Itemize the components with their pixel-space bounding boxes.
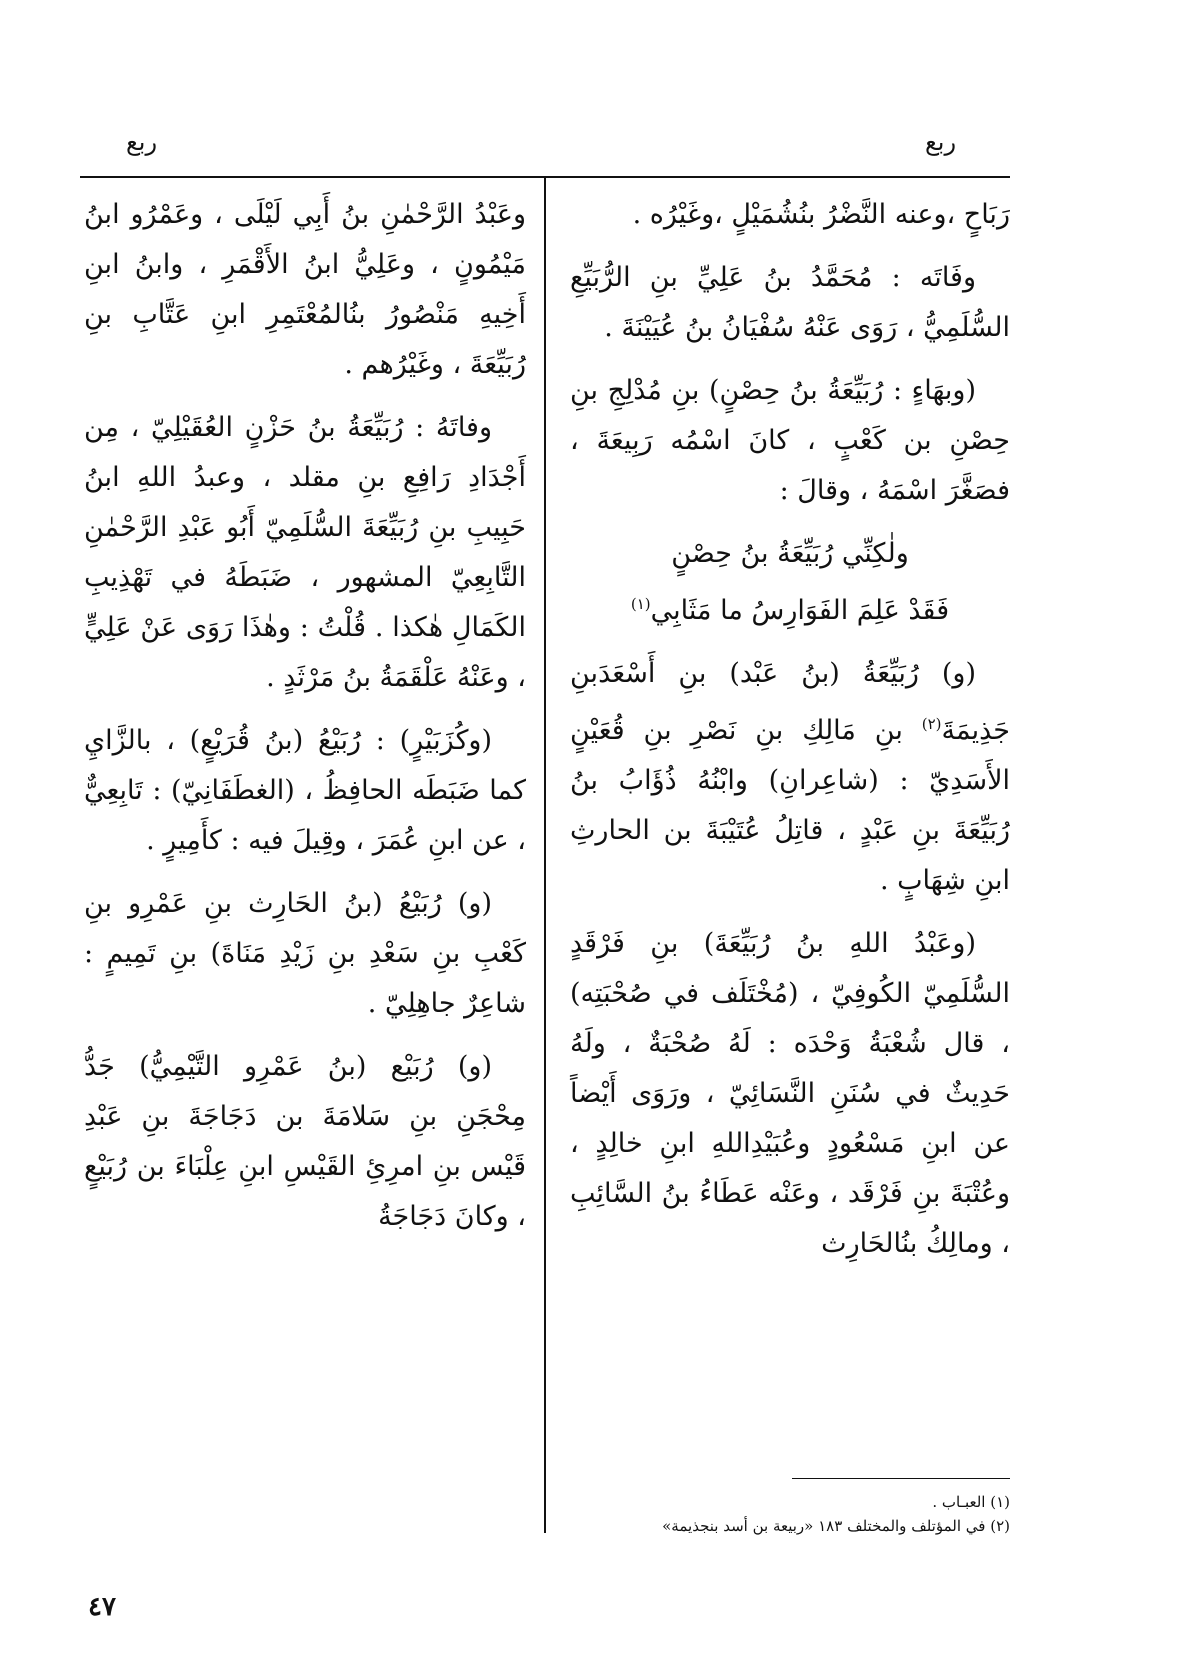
paragraph: (وعَبْدُ اللهِ بنُ رُبَيِّعَةَ) بنِ فَرْقَدٍ السُّلَمِيّ الكُوفِيّ ، (مُخْتَلَف في صُحْبَتِه) ، قال شُعْبَةُ وَحْدَه : لَهُ صُحْبَةٌ ، ولَهُ حَدِيثٌ في سُنَنِ النَّسَائِيّ ، ورَوَى أَيْضاً عن ابنِ مَسْعُودٍ وعُبَيْدِاللهِ ابنِ خالِدٍ ، وعُتْبَةَ بنِ فَرْقَد ، وعَنْه عَطَاءُ بنُ السَّائِبِ ، ومالِكُ بنُالحَارِث (570, 928, 1010, 1259)
verse-line: ولٰكِنِّي رُبَيِّعَةُ بنُ حِصْنٍ (671, 538, 909, 569)
footnote-marker: (٢) (921, 715, 942, 733)
running-head-right: ربع (925, 128, 957, 156)
footnote-rule (792, 1478, 1010, 1479)
paragraph: (و) رُبَيْعُ (بنُ الحَارِث بنِ عَمْرِو بنِ كَعْبِ بنِ سَعْدِ بنِ زَيْدِ مَنَاةَ) بنِ تَمِيمٍ : شاعِرٌ جاهِلِيّ . (84, 888, 526, 1019)
page-number: ٤٧ (88, 1592, 116, 1622)
right-column (570, 190, 1010, 1282)
paragraph: (وكُزَبَيْرٍ) : رُبَيْعُ (بنُ قُرَيْعٍ) ، بالزَّايِ كما ضَبَطَه الحافِظُ ، (الغطَفَانِيّ) : تَابِعِيٌّ ، عن ابنِ عُمَرَ ، وقِيلَ فيه : كأَمِيرٍ . (84, 725, 526, 856)
paragraph: وفاتَهُ : رُبَيِّعَةُ بنُ حَزْنٍ العُقَيْلِيّ ، مِن أَجْدَادِ رَافِعِ بنِ مقلد ، وعبدُ اللهِ ابنُ حَبِيبِ بنِ رُبَيِّعَةَ السُّلَمِيّ أَبُو عَبْدِ الرَّحْمٰنِ التَّابِعِيّ المشهور ، ضَبَطَهُ في تَهْذِيبِ الكَمَالِ هٰكذا . قُلْتُ : وهٰذَا رَوَى عَنْ عَلِيٍّ ، وعَنْهُ عَلْقَمَةُ بنُ مَرْثَدٍ . (84, 412, 526, 693)
paragraph-text: (و) رُبَيِّعَةُ (بنُ عَبْد) بنِ أَسْعَدَبنِ جَذِيمَةَ (570, 658, 1010, 746)
footnote-2: (٢) في المؤتلف والمختلف ١٨٣ «ربيعة بن أسد بنجذيمة» (662, 1517, 1010, 1535)
footnote-1: (١) العبـاب . (932, 1493, 1010, 1511)
running-head-left: ربع (126, 128, 158, 156)
verse-text: فَقَدْ عَلِمَ الفَوَارِسُ ما مَثَابِي (650, 595, 950, 626)
verse-line (570, 579, 1010, 636)
paragraph (570, 649, 1010, 906)
paragraph: رَبَاحٍ ،وعنه النَّضْرُ بنُشُمَيْلٍ ،وغَيْرُه . (632, 199, 1010, 230)
paragraph: (و) رُبَيْع (بنُ عَمْرِو التَّيْمِيُّ) جَدُّ مِحْجَنِ بنِ سَلامَةَ بن دَجَاجَةَ بنِ عَبْدِ قَيْس بنِ امرِئِ القَيْسِ ابنِ عِلْبَاءَ بن رُبَيْعٍ ، وكانَ دَجَاجَةُ (84, 1051, 526, 1232)
paragraph: (وبهَاءٍ : رُبَيِّعَةُ بنُ حِصْنٍ) بنِ مُدْلِجِ بنِ حِصْنِ بن كَعْبٍ ، كانَ اسْمُه رَبِيعَةَ ، فصَغَّرَ اسْمَهُ ، وقالَ : (570, 375, 1010, 506)
left-column (84, 190, 526, 1255)
column-divider (544, 178, 546, 1533)
footnotes (570, 1490, 1010, 1538)
paragraph: وعَبْدُ الرَّحْمٰنِ بنُ أَبِي لَيْلَى ، وعَمْرُو ابنُ مَيْمُونٍ ، وعَلِيُّ ابنُ الأَقْمَرِ ، وابنُ ابنِ أَخِيهِ مَنْصُورُ بنُالمُعْتَمِرِ ابنِ عَتَّابِ بنِ رُبَيِّعَةَ ، وغَيْرُهم . (84, 199, 526, 380)
paragraph-text: بنِ مَالِكِ بنِ نَصْرِ بنِ قُعَيْنٍ الأَسَدِيّ : (شاعِرانِ) وابْنُهُ ذُؤَابُ بنُ رُبَيِّعَةَ بنِ عَبْدٍ ، قاتِلُ عُتَيْبَةَ بن الحارثِ ابنِ شِهَابٍ . (570, 715, 1010, 896)
footnote-marker: (١) (630, 595, 651, 613)
paragraph: وفَاتَه : مُحَمَّدُ بنُ عَلِيِّ بنِ الرُّبَيِّعِ السُّلَمِيُّ ، رَوَى عَنْهُ سُفْيَانُ بنُ عُيَيْنَةَ . (570, 262, 1010, 343)
